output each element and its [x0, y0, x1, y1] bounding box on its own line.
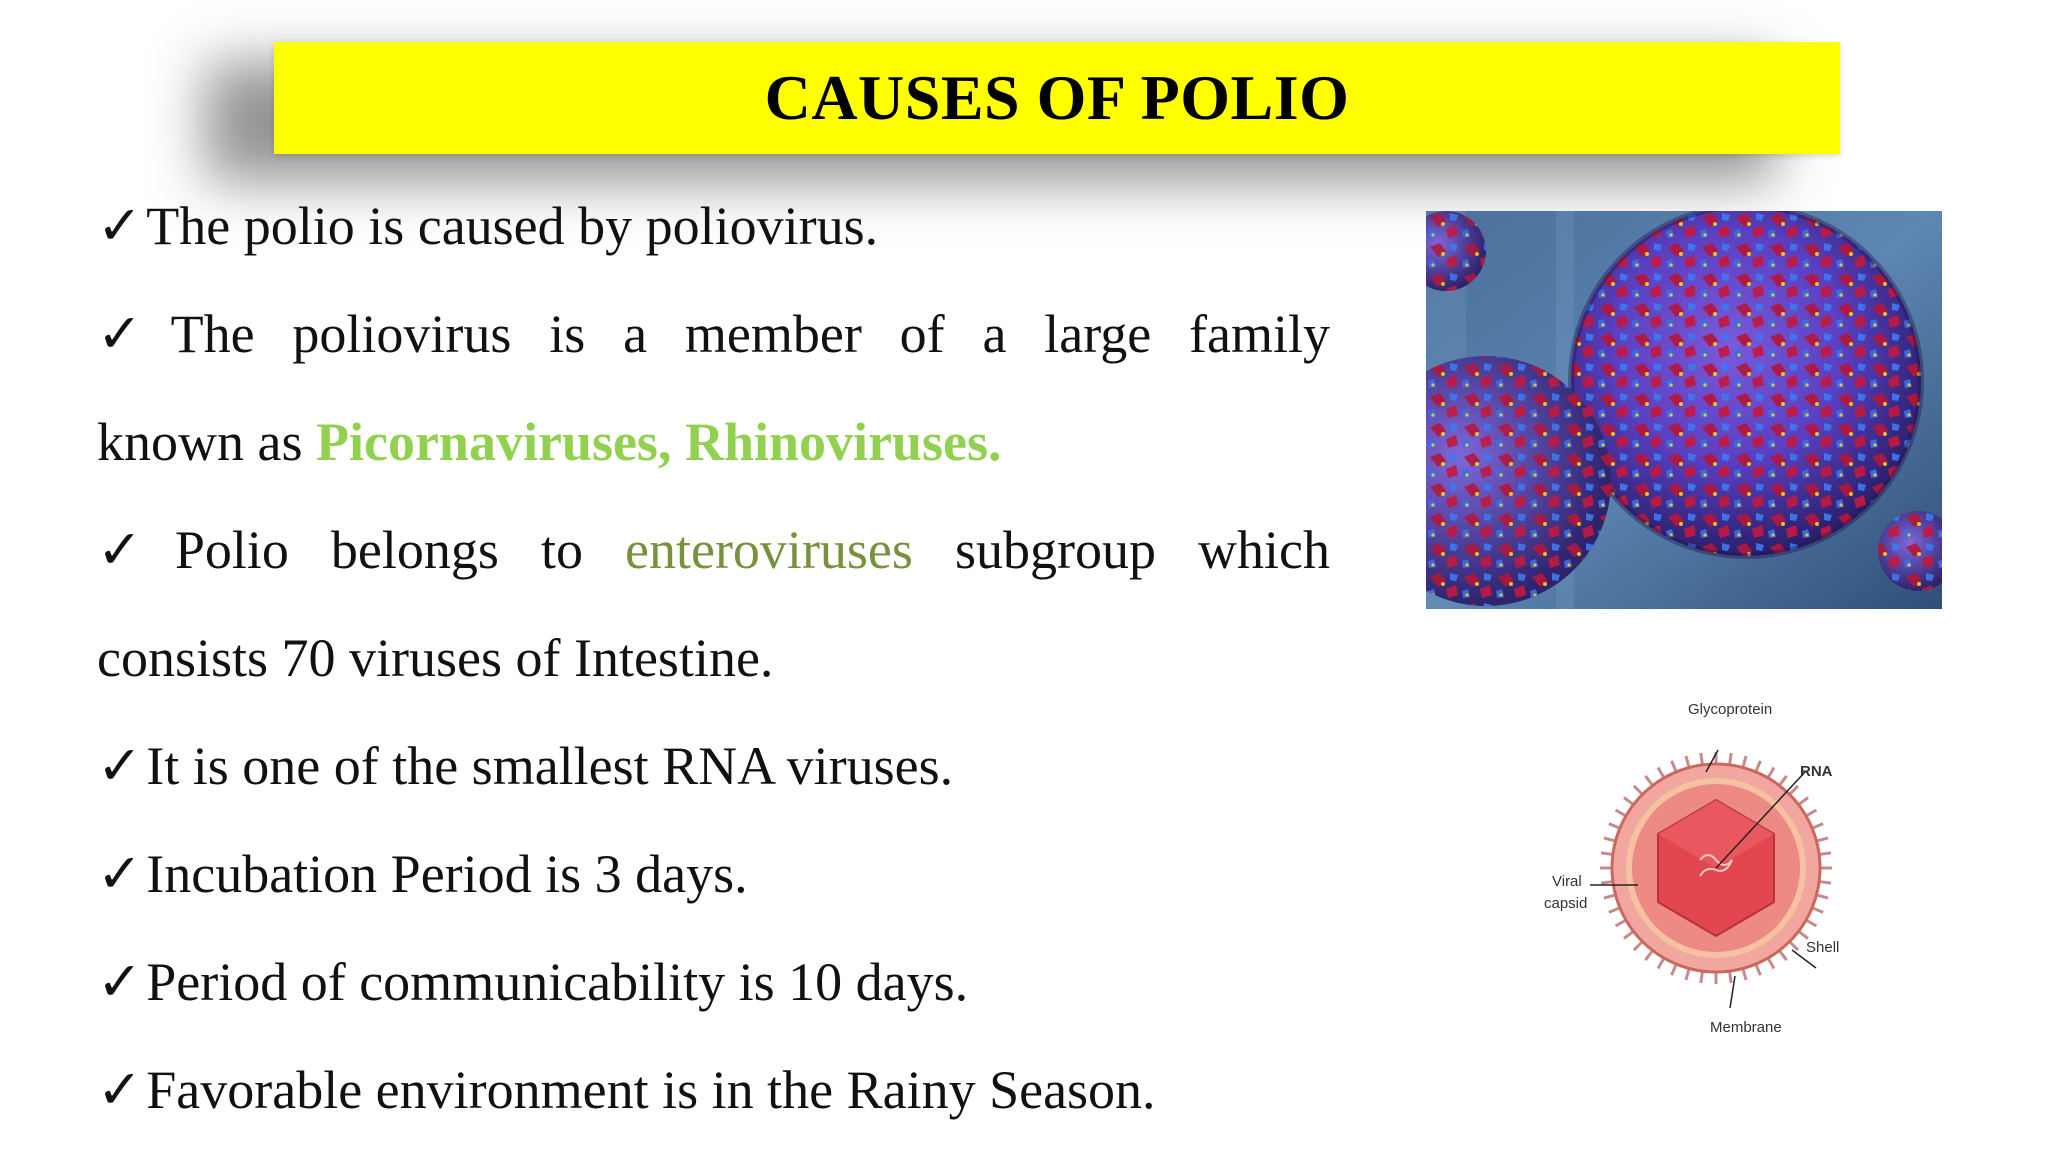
check-icon: ✓ [97, 1060, 143, 1120]
bullet-6 [97, 928, 1330, 1036]
label-capsid: capsid [1544, 895, 1588, 912]
bullet-2-prefix: known as [97, 412, 316, 472]
label-rna: RNA [1800, 763, 1833, 780]
bullet-1-text: The polio is caused by poliovirus. [146, 196, 879, 256]
poliovirus-image [1426, 211, 1942, 609]
bullet-3-suffix: subgroup which [912, 520, 1331, 580]
title-bar [274, 42, 1840, 154]
bullet-3-prefix: Polio belongs to [174, 520, 626, 580]
bullet-3 [97, 496, 1330, 604]
bullet-1 [97, 172, 1330, 280]
bullet-3-line2: consists 70 viruses of Intestine. [97, 628, 774, 688]
bullet-list [97, 172, 1330, 1144]
label-glycoprotein: Glycoprotein [1688, 701, 1773, 718]
bullet-5-text: Incubation Period is 3 days. [146, 844, 748, 904]
bullet-2-continuation [97, 388, 1330, 496]
bullet-3-continuation [97, 604, 1330, 712]
bullet-2 [97, 280, 1330, 388]
label-viral: Viral [1552, 873, 1582, 890]
check-icon: ✓ [97, 952, 143, 1012]
label-shell: Shell [1806, 939, 1840, 956]
bullet-6-text: Period of communicability is 10 days. [146, 952, 969, 1012]
check-icon: ✓ [97, 736, 143, 796]
bullet-5 [97, 820, 1330, 928]
check-icon: ✓ [97, 196, 143, 256]
bullet-3-highlight: enteroviruses [625, 520, 913, 580]
bullet-7 [97, 1036, 1330, 1144]
bullet-4 [97, 712, 1330, 820]
check-icon: ✓ [97, 844, 143, 904]
bullet-2-highlight: Picornaviruses, Rhinoviruses. [315, 412, 1002, 472]
check-icon: ✓ [97, 520, 171, 580]
slide-title: CAUSES OF POLIO [764, 62, 1350, 133]
bullet-4-text: It is one of the smallest RNA viruses. [146, 736, 954, 796]
label-membrane: Membrane [1710, 1019, 1782, 1036]
check-icon: ✓ [97, 304, 167, 364]
bullet-7-text: Favorable environment is in the Rainy Season. [146, 1060, 1156, 1120]
bullet-2-text: The poliovirus is a member of a large family [170, 304, 1330, 364]
virus-structure-diagram [1530, 690, 1870, 1050]
